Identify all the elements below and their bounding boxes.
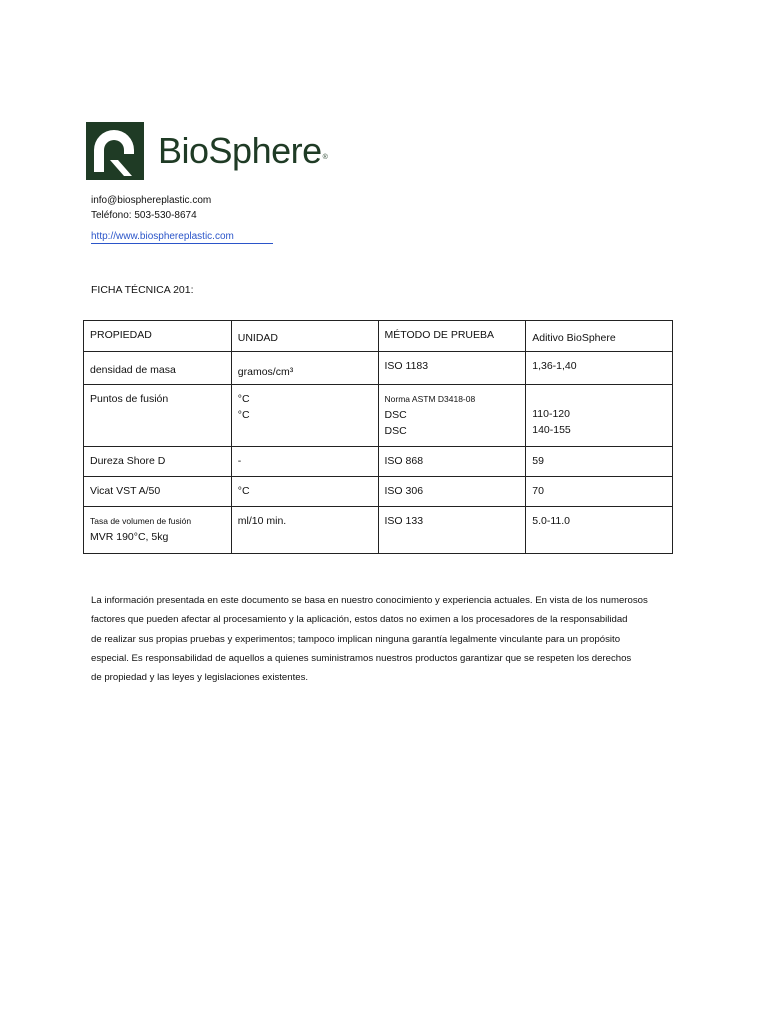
cell-value: 70	[526, 477, 673, 507]
cell-method: ISO 133	[378, 507, 526, 554]
website-link[interactable]: http://www.biosphereplastic.com	[91, 231, 273, 244]
table-row	[84, 477, 673, 507]
cell-property: Tasa de volumen de fusión MVR 190°C, 5kg	[84, 507, 232, 554]
cell-unit: -	[231, 447, 378, 477]
table-row	[84, 385, 673, 447]
brand-logo	[86, 122, 327, 180]
table-row	[84, 447, 673, 477]
brand-wordmark: BioSphere®	[158, 130, 328, 171]
disclaimer-line: factores que pueden afectar al procesamiento y la aplicación, estos datos no eximen a los procesadores de la responsabilidad	[91, 614, 628, 626]
contact-phone: Teléfono: 503-530-8674	[91, 210, 197, 221]
biosphere-logo-icon	[86, 122, 144, 180]
header-cell: PROPIEDAD	[84, 321, 232, 352]
cell-value: 1,36-1,40	[526, 352, 673, 385]
contact-block	[91, 193, 211, 223]
disclaimer-line: especial. Es responsabilidad de aquellos a quienes suministramos nuestros productos garantizar que se respeten los derechos	[91, 652, 632, 664]
contact-email[interactable]: info@biosphereplastic.com	[91, 195, 212, 206]
cell-method: ISO 1183	[378, 352, 526, 385]
header-cell: MÉTODO DE PRUEBA	[378, 321, 526, 352]
cell-property: densidad de masa	[84, 352, 232, 385]
cell-unit: ml/10 min.	[231, 507, 378, 554]
cell-value: 5.0-11.0	[526, 507, 673, 554]
table-row	[84, 352, 673, 385]
cell-method: ISO 306	[378, 477, 526, 507]
cell-method: ISO 868	[378, 447, 526, 477]
table-row	[84, 507, 673, 554]
cell-property: Dureza Shore D	[84, 447, 232, 477]
cell-value: 110-120 140-155	[526, 385, 673, 447]
cell-unit: °C °C	[231, 385, 378, 447]
cell-property: Puntos de fusión	[84, 385, 232, 447]
spec-table	[83, 320, 673, 554]
disclaimer-line: de propiedad y las leyes y legislaciones existentes.	[91, 672, 309, 684]
cell-property: Vicat VST A/50	[84, 477, 232, 507]
header-cell: Aditivo BioSphere	[526, 321, 673, 352]
cell-value: 59	[526, 447, 673, 477]
cell-unit: gramos/cm³	[231, 352, 378, 385]
table-header-row	[84, 321, 673, 352]
disclaimer-line: La información presentada en este documento se basa en nuestro conocimiento y experiencia actuales. En vista de los numerosos	[91, 595, 648, 606]
disclaimer-text	[91, 591, 691, 687]
disclaimer-line: de realizar sus propias pruebas y experimentos; tampoco implican ninguna garantía legalmente vinculante para un propósito	[91, 633, 621, 645]
sheet-title: FICHA TÉCNICA 201:	[91, 284, 194, 296]
header-cell: UNIDAD	[231, 321, 378, 352]
cell-method: Norma ASTM D3418-08 DSC DSC	[378, 385, 526, 447]
cell-unit: °C	[231, 477, 378, 507]
